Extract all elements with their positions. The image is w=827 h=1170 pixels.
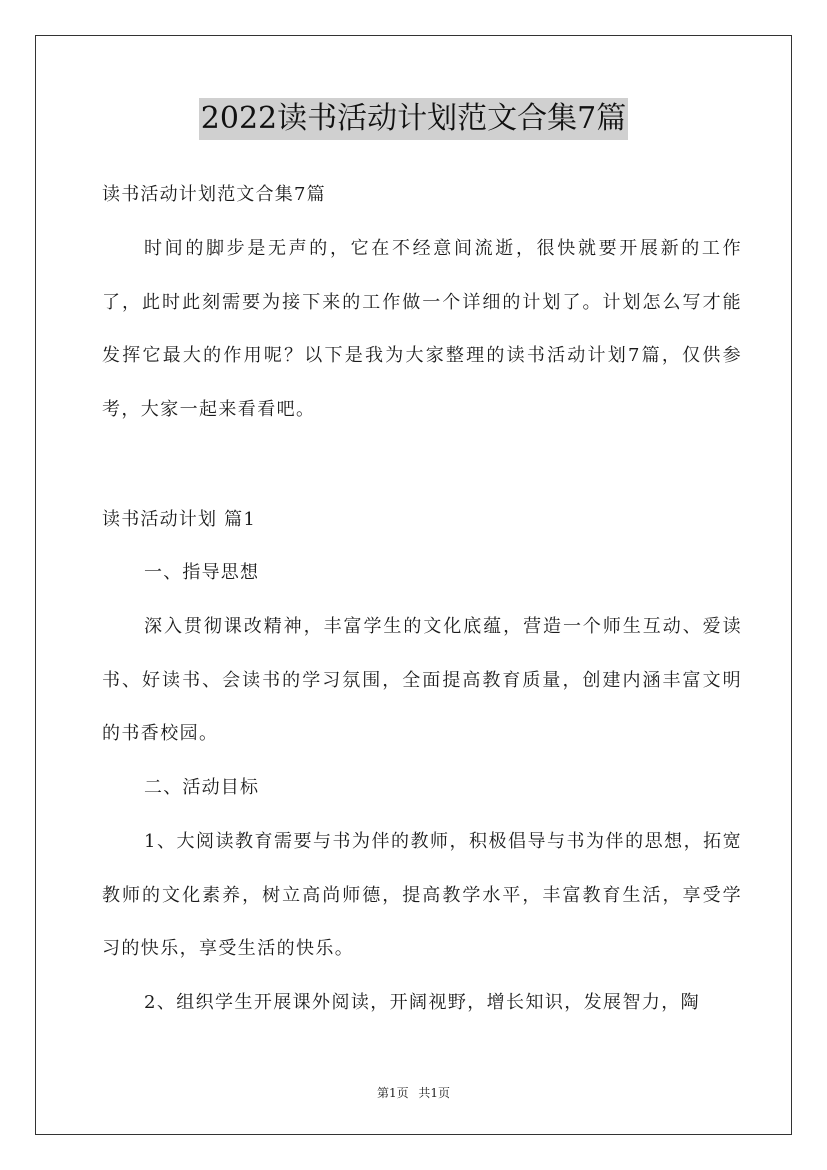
paragraph-goal-1: 1、大阅读教育需要与书为伴的教师，积极倡导与书为伴的思想，拓宽教师的文化素养，树立高尚师德，提高教学水平，丰富教育生活，享受学习的快乐，享受生活的快乐。 (102, 831, 742, 959)
page-number-current: 第1页 (376, 1086, 409, 1100)
page-number-total: 共1页 (418, 1086, 451, 1100)
title-container (0, 98, 827, 140)
document-title: 2022读书活动计划范文合集7篇 (199, 98, 628, 140)
paragraph-guiding-ideology: 深入贯彻课改精神，丰富学生的文化底蕴，营造一个师生互动、爱读书、好读书、会读书的学习氛围，全面提高教育质量，创建内涵丰富文明的书香校园。 (102, 616, 742, 744)
section-heading: 读书活动计划 篇1 (102, 509, 256, 530)
heading-guiding-ideology: 一、指导思想 (144, 562, 260, 583)
page-footer (0, 1084, 827, 1101)
document-subtitle: 读书活动计划范文合集7篇 (102, 184, 326, 205)
intro-paragraph: 时间的脚步是无声的，它在不经意间流逝，很快就要开展新的工作了，此时此刻需要为接下来的工作做一个详细的计划了。计划怎么写才能发挥它最大的作用呢？以下是我为大家整理的读书活动计划7篇，仅供参考，大家一起来看看吧。 (102, 238, 742, 420)
heading-activity-goals: 二、活动目标 (144, 777, 260, 798)
paragraph-goal-2: 2、组织学生开展课外阅读，开阔视野，增长知识，发展智力，陶 (144, 992, 701, 1013)
